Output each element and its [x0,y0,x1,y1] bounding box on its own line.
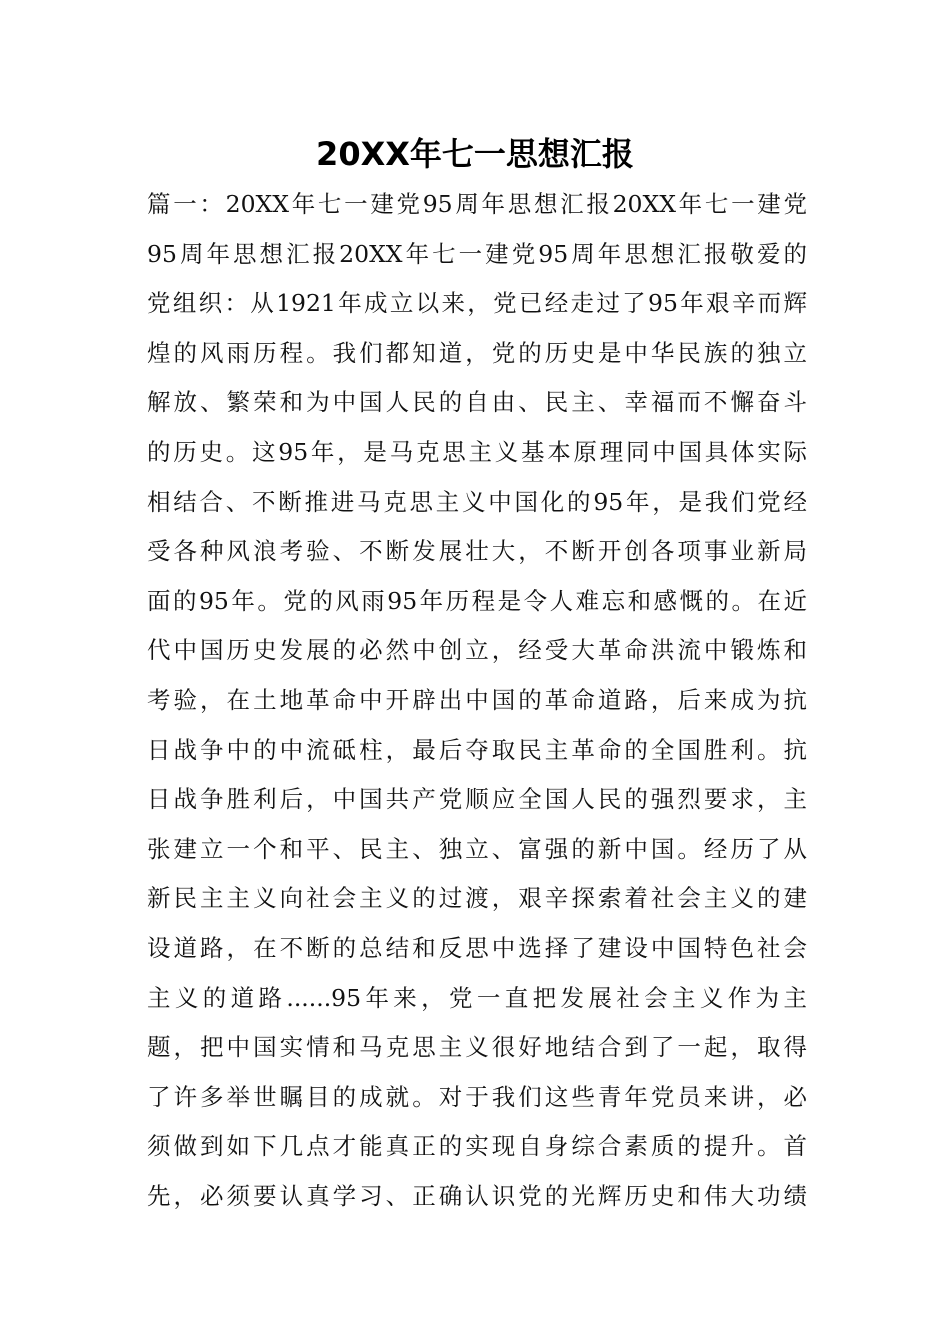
body-line: 新民主主义向社会主义的过渡，艰辛探索着社会主义的建 [147,884,807,913]
body-line: 考验，在土地革命中开辟出中国的革命道路，后来成为抗 [147,685,807,714]
body-line: 95周年思想汇报20XX年七一建党95周年思想汇报敬爱的 [147,239,807,268]
body-line: 相结合、不断推进马克思主义中国化的95年，是我们党经 [147,487,807,516]
body-line: 煌的风雨历程。我们都知道，党的历史是中华民族的独立 [147,338,807,367]
body-line: 面的95年。党的风雨95年历程是令人难忘和感慨的。在近 [147,586,807,615]
body-line: 主义的道路......95年来，党一直把发展社会主义作为主 [147,983,807,1012]
body-line: 受各种风浪考验、不断发展壮大，不断开创各项事业新局 [147,537,807,566]
body-line: 了许多举世瞩目的成就。对于我们这些青年党员来讲，必 [147,1082,807,1111]
document-body [147,180,807,1221]
body-line: 日战争中的中流砥柱，最后夺取民主革命的全国胜利。抗 [147,735,807,764]
body-line: 题，把中国实情和马克思主义很好地结合到了一起，取得 [147,1033,807,1062]
body-line: 的历史。这95年，是马克思主义基本原理同中国具体实际 [147,437,807,466]
body-line: 先，必须要认真学习、正确认识党的光辉历史和伟大功绩 [147,1181,807,1210]
body-line: 解放、繁荣和为中国人民的自由、民主、幸福而不懈奋斗 [147,388,807,417]
document-title: 20XX年七一思想汇报 [316,135,634,173]
body-line: 须做到如下几点才能真正的实现自身综合素质的提升。首 [147,1132,807,1161]
body-line: 日战争胜利后，中国共产党顺应全国人民的强烈要求，主 [147,785,807,814]
body-line: 张建立一个和平、民主、独立、富强的新中国。经历了从 [147,834,807,863]
body-line: 代中国历史发展的必然中创立，经受大革命洪流中锻炼和 [147,636,807,665]
body-line: 党组织：从1921年成立以来，党已经走过了95年艰辛而辉 [147,289,807,318]
body-line: 设道路，在不断的总结和反思中选择了建设中国特色社会 [147,933,807,962]
body-line: 篇一：20XX年七一建党95周年思想汇报20XX年七一建党 [147,190,807,218]
